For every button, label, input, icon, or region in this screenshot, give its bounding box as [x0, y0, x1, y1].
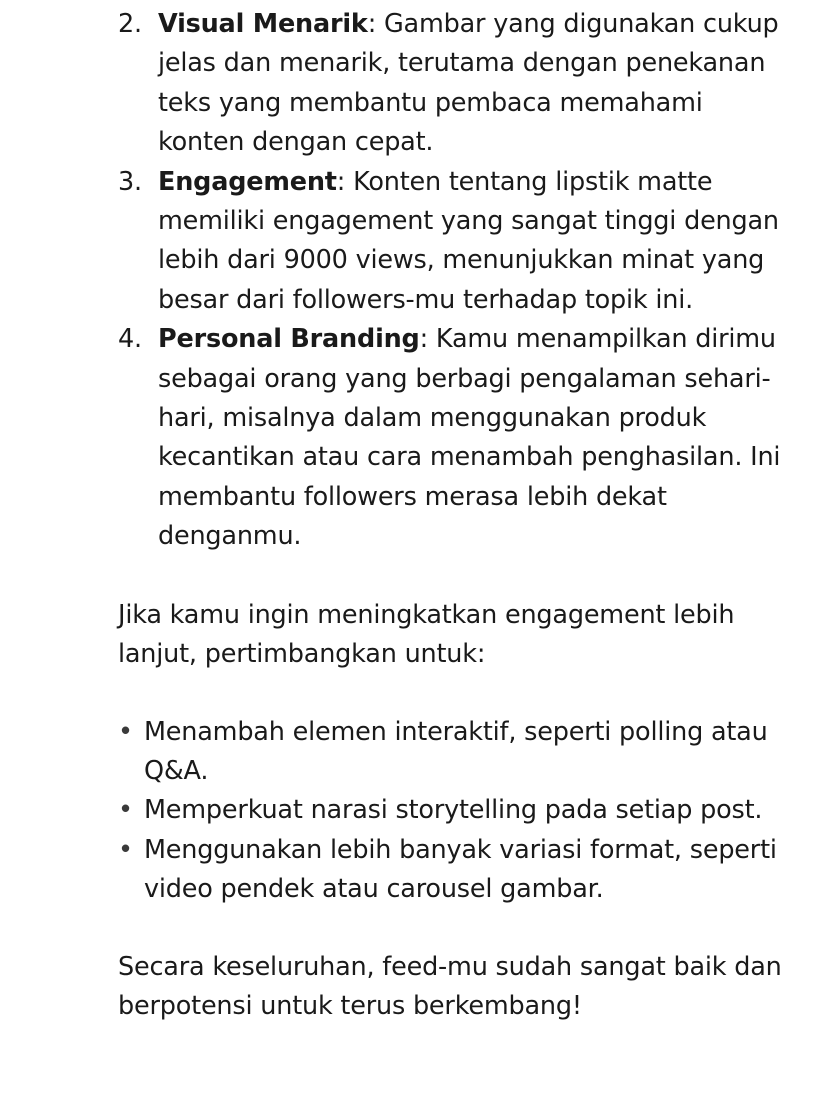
- list-item-title: Personal Branding: [158, 324, 420, 355]
- message-content: [0, 5, 828, 1109]
- bullet-text: Menggunakan lebih banyak variasi format, seperti video pendek atau carousel gambar.: [144, 834, 777, 905]
- closing-paragraph: Secara keseluruhan, feed-mu sudah sangat baik dan berpotensi untuk terus berkembang!: [118, 951, 782, 1021]
- list-item-text: : Gambar yang digunakan cukup jelas dan menarik, terutama dengan penekanan teks yang membantu pembaca memahami konten dengan cepat.: [158, 9, 779, 158]
- list-item: [118, 5, 788, 163]
- numbered-list: [118, 5, 788, 557]
- bullet-icon: •: [118, 795, 133, 826]
- list-item: [118, 163, 788, 321]
- list-item-title: Visual Menarik: [158, 9, 368, 39]
- list-item-text: : Konten tentang lipstik matte memiliki engagement yang sangat tinggi dengan lebih dari 9000 views, menunjukkan minat yang besar dari followers-mu terhadap topik ini.: [158, 166, 779, 315]
- list-item: [118, 791, 788, 830]
- list-number: 4.: [118, 324, 142, 355]
- list-item: [118, 320, 788, 556]
- bullet-icon: •: [118, 716, 133, 747]
- bullet-icon: •: [118, 834, 133, 865]
- list-item: [118, 831, 788, 910]
- list-number: 2.: [118, 9, 142, 39]
- list-item-text: : Kamu menampilkan dirimu sebagai orang yang berbagi pengalaman sehari-hari, misalnya dalam menggunakan produk kecantikan atau cara menambah penghasilan. Ini membantu followers merasa lebih dekat denganmu.: [158, 324, 781, 552]
- list-number: 3.: [118, 166, 142, 197]
- bullet-text: Memperkuat narasi storytelling pada setiap post.: [144, 795, 763, 826]
- list-item: [118, 713, 788, 792]
- intro-paragraph: Jika kamu ingin meningkatkan engagement lebih lanjut, pertimbangkan untuk:: [118, 599, 735, 670]
- bullet-text: Menambah elemen interaktif, seperti polling atau Q&A.: [144, 716, 768, 786]
- bullet-list: [118, 713, 788, 910]
- list-item-title: Engagement: [158, 166, 337, 197]
